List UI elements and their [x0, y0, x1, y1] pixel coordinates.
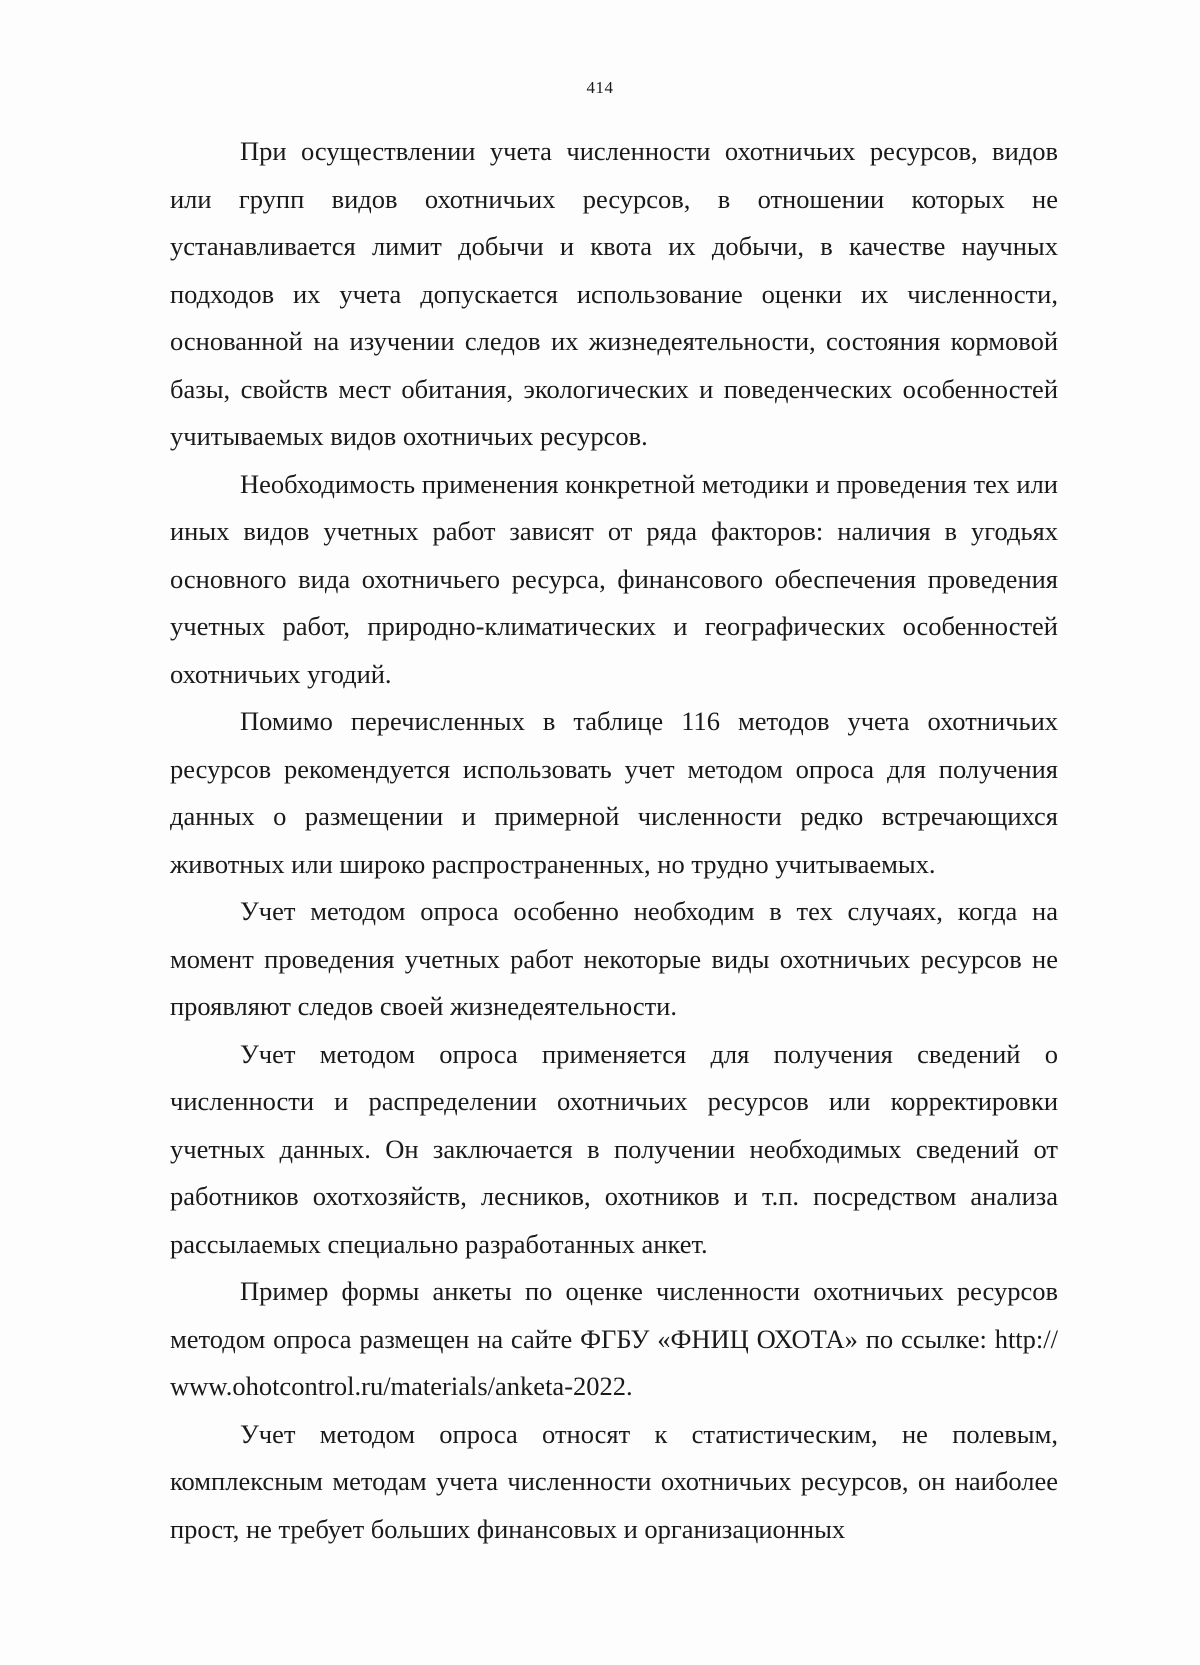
paragraph-survey-method-necessity: Учет методом опроса особенно необходим в тех случаях, когда на момент проведения учетных работ некоторые виды охотничьих ресурсов не проявляют следов своей жизнедеятельности.: [170, 896, 1058, 1021]
paragraph-survey-method-recommendation: Помимо перечисленных в таблице 116 методов учета охотничьих ресурсов рекомендуется использовать учет методом опроса для получения данных о размещении и примерной численности редко встречающихся животных или широко распространенных, но трудно учитываемых.: [170, 706, 1058, 879]
document-body: [170, 128, 1058, 1553]
paragraph-methodology-factors: Необходимость применения конкретной методики и проведения тех или иных видов учетных работ зависят от ряда факторов: наличия в угодьях основного вида охотничьего ресурса, финансового обеспечения проведения учетных работ, природно-климатических и географических особенностей охотничьих угодий.: [170, 468, 1058, 689]
questionnaire-example-text: Пример формы анкеты по оценке численности охотничьих ресурсов методом опроса размещен на сайте ФГБУ «ФНИЦ ОХОТА» по ссылке:: [170, 1276, 1058, 1354]
questionnaire-link[interactable]: http://www.ohotcontrol.ru/materials/anketa-2022.: [170, 1323, 1059, 1401]
paragraph-hunting-resources-accounting: При осуществлении учета численности охотничьих ресурсов, видов или групп видов охотничьих ресурсов, в отношении которых не устанавливается лимит добычи и квота их добычи, в качестве научных подходов их учета допускается использование оценки их численности, основанной на изучении следов их жизнедеятельности, состояния кормовой базы, свойств мест обитания, экологических и поведенческих особенностей учитываемых видов охотничьих ресурсов.: [170, 136, 1058, 451]
paragraph-questionnaire-example: [170, 1268, 1058, 1411]
paragraph-survey-method-classification: Учет методом опроса относят к статистическим, не полевым, комплексным методам учета численности охотничьих ресурсов, он наиболее прост, не требует больших финансовых и организационных: [170, 1418, 1058, 1544]
page-number: 414: [586, 78, 614, 97]
paragraph-survey-method-application: Учет методом опроса применяется для получения сведений о численности и распределении охотничьих ресурсов или корректировки учетных данных. Он заключается в получении необходимых сведений от работников охотхозяйств, лесников, охотников и т.п. посредством анализа рассылаемых специально разработанных анкет.: [170, 1038, 1058, 1259]
